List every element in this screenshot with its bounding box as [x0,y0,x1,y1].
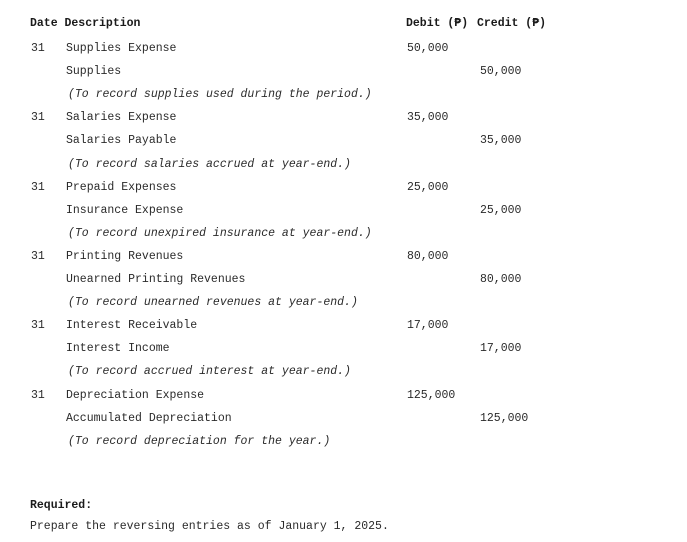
journal-entry-row [0,203,687,225]
credit-amount: 50,000 [480,65,522,78]
credit-amount: 25,000 [480,204,522,217]
debit-amount: 17,000 [407,319,449,332]
entry-date: 31 [31,42,45,55]
account-name: Accumulated Depreciation [66,412,232,425]
credit-amount: 125,000 [480,412,529,425]
entry-date: 31 [31,181,45,194]
entry-date: 31 [31,319,45,332]
journal-entry-row [0,64,687,86]
debit-amount: 25,000 [407,181,449,194]
account-name: Salaries Expense [66,111,177,124]
journal-note-row [0,157,687,179]
entry-date: 31 [31,111,45,124]
journal-entry-row [0,341,687,363]
account-name: Unearned Printing Revenues [66,273,246,286]
header-date-description: Date Description [30,17,141,30]
journal-entry-row [0,272,687,294]
debit-amount: 35,000 [407,111,449,124]
entry-date: 31 [31,250,45,263]
account-name: Supplies Expense [66,42,177,55]
account-name: Printing Revenues [66,250,184,263]
header-debit: Debit (₱) [406,17,469,30]
required-title: Required: [30,499,93,512]
journal-entry-row [0,133,687,155]
journal-entry-row [0,388,687,410]
debit-amount: 125,000 [407,389,456,402]
required-text: Prepare the reversing entries as of January 1, 2025. [30,520,389,533]
entry-date: 31 [31,389,45,402]
account-name: Prepaid Expenses [66,181,177,194]
credit-amount: 80,000 [480,273,522,286]
journal-entry-row [0,41,687,63]
journal-entry-row [0,249,687,271]
entry-explanation: (To record supplies used during the period.) [68,88,372,101]
journal-entry-row [0,110,687,132]
entry-explanation: (To record salaries accrued at year-end.) [68,158,351,171]
account-name: Interest Receivable [66,319,198,332]
journal-note-row [0,87,687,109]
credit-amount: 35,000 [480,134,522,147]
credit-amount: 17,000 [480,342,522,355]
entry-explanation: (To record depreciation for the year.) [68,435,331,448]
account-name: Interest Income [66,342,170,355]
journal-note-row [0,434,687,456]
debit-amount: 80,000 [407,250,449,263]
account-name: Insurance Expense [66,204,184,217]
account-name: Supplies [66,65,122,78]
entry-explanation: (To record accrued interest at year-end.) [68,365,351,378]
journal-note-row [0,226,687,248]
entry-explanation: (To record unexpired insurance at year-end.) [68,227,372,240]
account-name: Depreciation Expense [66,389,205,402]
account-name: Salaries Payable [66,134,177,147]
journal-entry-row [0,411,687,433]
journal-note-row [0,295,687,317]
header-credit: Credit (₱) [477,17,547,30]
entry-explanation: (To record unearned revenues at year-end.) [68,296,358,309]
journal-entry-row [0,180,687,202]
journal-entry-row [0,318,687,340]
journal-note-row [0,364,687,386]
debit-amount: 50,000 [407,42,449,55]
